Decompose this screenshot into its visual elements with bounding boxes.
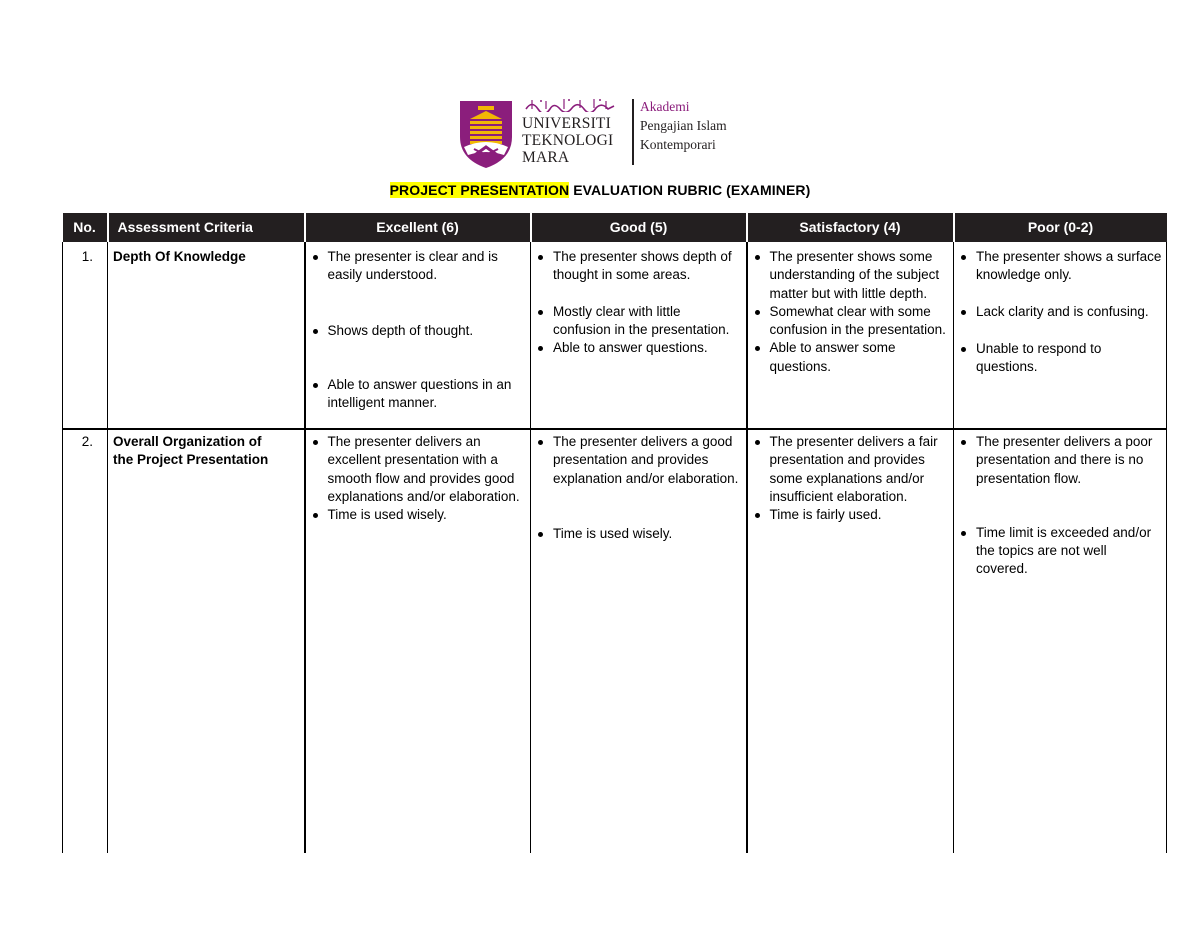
title-highlighted: PROJECT PRESENTATION [389, 182, 570, 198]
rubric-bullet: Somewhat clear with some confusion in the presentation. [752, 303, 950, 340]
rubric-bullet: The presenter shows some understanding of the subject matter but with little depth. [752, 248, 950, 303]
good-cell [531, 242, 747, 429]
rubric-bullet: The presenter shows a surface knowledge only. [958, 248, 1162, 285]
header-poor: Poor (0-2) [954, 213, 1167, 242]
criteria-name: Overall Organization of the Project Presentation [108, 429, 305, 853]
satisfactory-cell [747, 429, 954, 853]
uitm-crest-icon [458, 97, 514, 169]
satisfactory-cell [747, 242, 954, 429]
rubric-bullet: The presenter delivers an excellent presentation with a smooth flow and provides good explanations and/or elaboration. [310, 433, 527, 506]
table-row [63, 242, 1167, 429]
rubric-bullet: Able to answer questions in an intelligent manner. [310, 376, 527, 413]
logo-divider [632, 99, 634, 165]
rubric-bullet: Unable to respond to questions. [958, 340, 1162, 377]
rubric-bullet: Lack clarity and is confusing. [958, 303, 1162, 321]
university-name-line: MARA [522, 149, 570, 166]
criteria-name: Depth Of Knowledge [108, 242, 305, 429]
header-assessment-criteria: Assessment Criteria [108, 213, 305, 242]
academy-name-line: Kontemporari [640, 137, 716, 152]
academy-name [640, 97, 727, 154]
rubric-bullet: Time is fairly used. [752, 506, 950, 524]
rubric-bullet: Able to answer questions. [535, 339, 742, 357]
table-row [63, 429, 1167, 853]
rubric-bullet: The presenter delivers a good presentation and provides explanation and/or elaboration. [535, 433, 742, 488]
rubric-bullet: Shows depth of thought. [310, 322, 527, 340]
rubric-bullet: The presenter delivers a fair presentation and provides some explanations and/or insufficient elaboration. [752, 433, 950, 506]
excellent-cell [305, 242, 531, 429]
header-excellent: Excellent (6) [305, 213, 531, 242]
row-number: 1. [63, 242, 108, 429]
university-name [522, 115, 632, 166]
rubric-bullet: The presenter shows depth of thought in some areas. [535, 248, 742, 285]
rubric-bullet: Able to answer some questions. [752, 339, 950, 376]
excellent-cell [305, 429, 531, 853]
table-header-row [63, 213, 1167, 242]
rubric-bullet: The presenter is clear and is easily understood. [310, 248, 527, 285]
rubric-bullet: Time is used wisely. [310, 506, 527, 524]
rubric-bullet: Mostly clear with little confusion in the presentation. [535, 303, 742, 340]
row-number: 2. [63, 429, 108, 853]
rubric-bullet: Time is used wisely. [535, 525, 742, 543]
rubric-bullet: The presenter delivers a poor presentation and there is no presentation flow. [958, 433, 1162, 488]
university-name-line: TEKNOLOGI [522, 132, 614, 149]
evaluation-rubric-table [62, 213, 1167, 853]
rubric-bullet: Time limit is exceeded and/or the topics are not well covered. [958, 524, 1162, 579]
university-name-line: UNIVERSITI [522, 115, 611, 132]
poor-cell [954, 242, 1167, 429]
good-cell [531, 429, 747, 853]
jawi-script-icon [524, 98, 616, 112]
header-satisfactory: Satisfactory (4) [747, 213, 954, 242]
poor-cell [954, 429, 1167, 853]
academy-name-line: Pengajian Islam [640, 118, 727, 133]
academy-name-line: Akademi [640, 99, 690, 114]
header-good: Good (5) [531, 213, 747, 242]
document-title [0, 182, 1200, 198]
header-no: No. [63, 213, 108, 242]
title-rest: EVALUATION RUBRIC (EXAMINER) [569, 182, 811, 198]
